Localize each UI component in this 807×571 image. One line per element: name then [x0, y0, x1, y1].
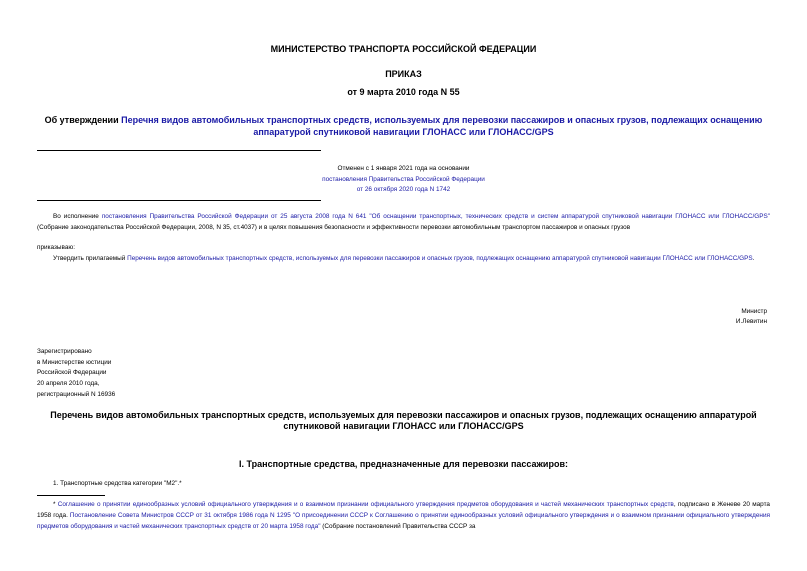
section1-heading: I. Транспортные средства, предназначенные для перевозки пассажиров:: [238, 459, 568, 469]
registration-line2: в Министерстве юстиции: [37, 359, 112, 366]
preamble-link[interactable]: постановления Правительства Российской Федерации от 25 августа 2008 года N 641 "Об оснащении транспортных, технических средств и систем аппаратурой спутниковой навигации ГЛОНАСС или ГЛОНАСС/GPS": [101, 213, 770, 220]
order-word: приказываю:: [37, 244, 75, 251]
preamble-paragraph: [37, 211, 770, 233]
signature-position: Министр: [741, 308, 767, 315]
preamble-lead: Во исполнение: [53, 213, 102, 220]
list-title-line2: спутниковой навигации ГЛОНАСС или ГЛОНАСС/GPS: [283, 421, 524, 431]
footnote-text1: , подписано в Женеве 20 марта 1958 года.: [37, 501, 770, 519]
approve-paragraph: [37, 253, 770, 264]
doc-date-number: от 9 марта 2010 года N 55: [347, 87, 460, 97]
divider-bottom: [37, 200, 321, 201]
footnote-marker: *: [53, 501, 58, 508]
doc-title: [0, 114, 807, 126]
cancel-note-link-line2[interactable]: постановления Правительства Российской Федерации: [322, 176, 485, 183]
footnote-text2: (Собрание постановлений Правительства СССР за: [320, 523, 476, 530]
footnote-link2[interactable]: Постановление Совета Министров СССР от 31 октября 1986 года N 1295 "О присоединении СССР к Соглашению о принятии единообразных условий официального утверждения и о взаимном признании официального утверждения предметов оборудования и частей механических транспортных средств от 20 марта 1958 года": [37, 512, 770, 530]
doc-type: ПРИКАЗ: [385, 69, 422, 79]
cancel-note-link-line3[interactable]: от 26 октября 2020 года N 1742: [356, 186, 451, 193]
approve-lead: Утвердить прилагаемый: [53, 255, 128, 262]
footnote-paragraph: [37, 499, 770, 532]
registration-line5: регистрационный N 16936: [37, 391, 116, 398]
doc-title-link[interactable]: Перечня видов автомобильных транспортных средств, используемых для перевозки пассажиров и опасных грузов, подлежащих оснащению: [121, 115, 763, 125]
doc-title-link-line2[interactable]: аппаратурой спутниковой навигации ГЛОНАСС или ГЛОНАСС/GPS: [253, 127, 554, 137]
list-title-line1: Перечень видов автомобильных транспортных средств, используемых для перевозки пассажиров и опасных грузов, подлежащих оснащению аппаратурой: [50, 410, 757, 420]
ministry-title: МИНИСТЕРСТВО ТРАНСПОРТА РОССИЙСКОЙ ФЕДЕРАЦИИ: [270, 44, 537, 54]
divider-top: [37, 150, 321, 151]
signature-name: И.Левитин: [735, 318, 767, 325]
footnote-link1[interactable]: Соглашение о принятии единообразных условий официального утверждения и о взаимном признании официального утверждения предметов оборудования и частей механических транспортных средств: [57, 501, 674, 508]
registration-line3: Российской Федерации: [37, 369, 107, 376]
cancel-note-line1: Отменен с 1 января 2021 года на основании: [337, 165, 470, 172]
approve-link[interactable]: Перечень видов автомобильных транспортных средств, используемых для перевозки пассажиров и опасных грузов, подлежащих оснащению аппаратурой спутниковой навигации ГЛОНАСС или ГЛОНАСС/GPS: [127, 255, 753, 262]
registration-line1: Зарегистрировано: [37, 348, 92, 355]
doc-title-prefix: Об утверждении: [44, 115, 122, 125]
section1-item1: 1. Транспортные средства категории "М2".*: [53, 480, 182, 487]
registration-line4: 20 апреля 2010 года,: [37, 380, 100, 387]
preamble-rest: (Собрание законодательства Российской Федерации, 2008, N 35, ст.4037) и в целях повышения безопасности и эффективности перевозки автомобильным транспортом пассажиров и опасных грузов: [37, 224, 631, 231]
approve-tail: .: [752, 255, 755, 262]
footnote-divider: [37, 495, 105, 496]
